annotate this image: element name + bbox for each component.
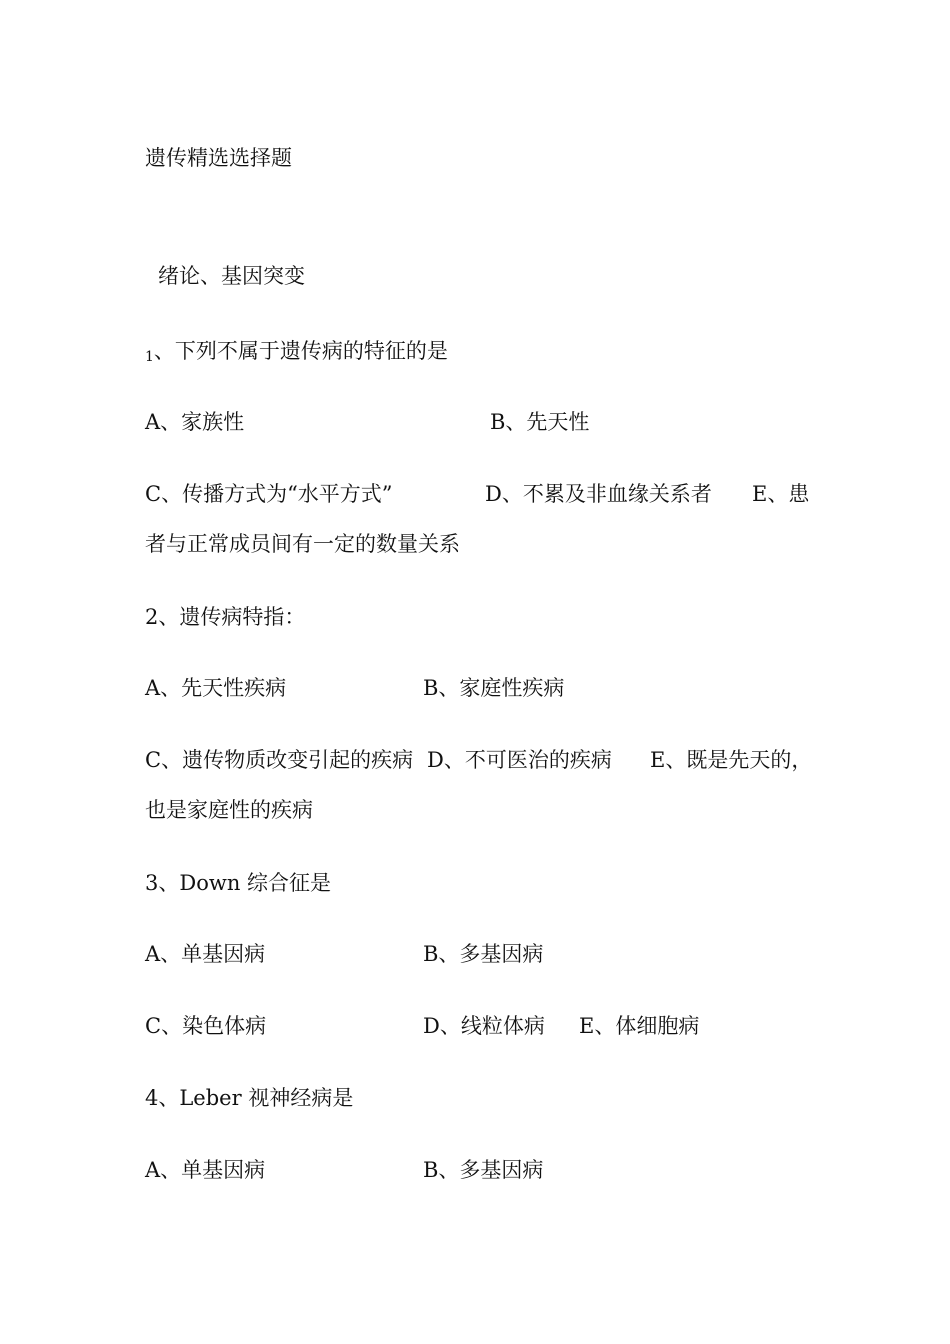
- question-1-option-c: C、传播方式为“水平方式”: [145, 482, 393, 506]
- question-3-option-b: B、多基因病: [423, 942, 544, 966]
- question-1-text: 、下列不属于遗传病的特征的是: [153, 339, 448, 363]
- question-2-option-d: D、不可医治的疾病: [427, 748, 612, 772]
- question-2-option-c: C、遗传物质改变引起的疾病: [145, 748, 414, 772]
- question-2-option-e-continued: 也是家庭性的疾病: [145, 798, 313, 822]
- question-2-stem: 2、遗传病特指：: [145, 605, 306, 629]
- question-2-option-b: B、家庭性疾病: [423, 676, 565, 700]
- question-1-number: 1: [145, 349, 154, 365]
- question-3-option-c: C、染色体病: [145, 1014, 267, 1038]
- question-3-stem: 3、Down 综合征是: [145, 871, 332, 895]
- question-1-option-b: B、先天性: [490, 410, 590, 434]
- question-3-option-a: A、单基因病: [145, 942, 266, 966]
- question-1-option-e: E、患: [752, 482, 810, 506]
- question-2-option-e: E、既是先天的，: [650, 748, 813, 772]
- question-4-stem: 4、Leber 视神经病是: [145, 1086, 354, 1110]
- question-1-option-a: A、家族性: [145, 410, 245, 434]
- question-1-option-e-continued: 者与正常成员间有一定的数量关系: [145, 532, 460, 556]
- question-1-stem: [145, 337, 448, 371]
- question-1-option-d: D、不累及非血缘关系者: [485, 482, 712, 506]
- question-4-option-a: A、单基因病: [145, 1158, 266, 1182]
- question-3-option-d: D、线粒体病: [423, 1014, 545, 1038]
- question-4-option-b: B、多基因病: [423, 1158, 544, 1182]
- question-2-option-a: A、先天性疾病: [145, 676, 287, 700]
- question-3-option-e: E、体细胞病: [579, 1014, 700, 1038]
- section-title: 绪论、基因突变: [158, 264, 305, 288]
- document-title: 遗传精选选择题: [145, 146, 292, 170]
